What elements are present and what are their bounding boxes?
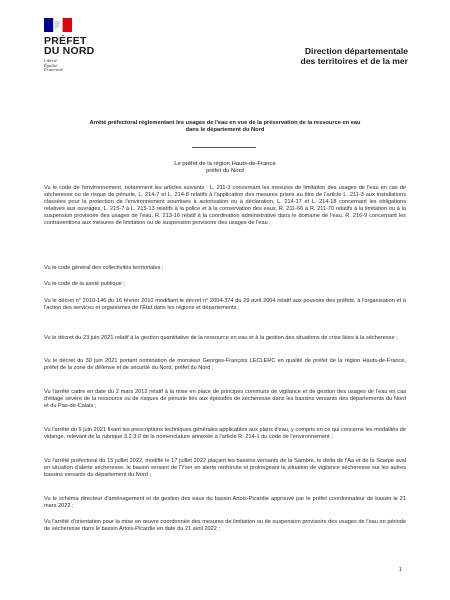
recital-paragraph: Vu l'arrêté préfectoral du 15 juillet 2022, modifié le 17 juillet 2022 plaçant les bassins versants de la Sambre, le delta de l'Aa et de la Scarpe aval en situation d'alerte sécheresse, le bassin versant de l'Yser en alerte renforcée et prolongeant la situation de vigilance sécheresse sur les autres bassins versants du département du Nord ;	[44, 458, 406, 479]
motto-egalite: Égalité	[44, 62, 58, 68]
signatory	[120, 161, 330, 175]
direction-line2: des territoires et de la mer	[300, 56, 408, 67]
recital-paragraph: Vu le code de la santé publique ;	[44, 281, 125, 287]
direction-line1: Direction départementale	[304, 46, 408, 56]
recital-paragraph: Vu l'arrêté d'orientation pour la mise en œuvre coordonnée des mesures de limitation ou de suspension provisoire des usages de l'eau en période de sécheresse dans le bassin Artois-Picardie en date du 21 avril 2022 ;	[44, 519, 406, 533]
recital-paragraph: Vu le décret n° 2010-146 du 16 février 2010 modifiant le décret n° 2004-374 du 29 avril 2004 relatif aux pouvoirs des préfets, à l'organisation et à l'action des services et organismes de l'État dans les régions et départements ;	[44, 298, 406, 312]
decree-title-line1: Arrêté préfectoral réglementant les usages de l'eau en vue de la préservation de la ressource en eau	[89, 120, 361, 126]
recital-paragraph: Vu le code de l'environnement, notamment les articles suivants : L. 211-3 concernant les mesures de limitation des usages de l'eau en cas de sécheresse ou de risque de pénurie, L. 214-7 et L. 214-8 relatifs à l'application des mesures prises au titre de l'article L. 211-3 aux installations classées pour la protection de l'environnement soumises à autorisation ou à déclaration, L. 214-17 et L. 214-18 concernant les obligations relatives aux ouvrages, L. 215-7 à L. 215-13 relatifs à la police et à la conservation des eaux, R. 211-66 à R. 211-70 relatifs à la limitation ou à la suspension provisoire des usages de l'eau, R. 213-16 relatif à la coordination administrative dans le domaine de l'eau, R. 216-9 concernant les contraventions aux mesures de limitation ou de suspension provisoire des usages de l'eau ;	[44, 185, 406, 227]
issuing-direction	[238, 46, 408, 66]
motto-liberte: Liberté	[44, 58, 58, 63]
recital-paragraph: Vu l'arrêté du 9 juin 2021 fixant les prescriptions techniques générales applicables aux plans d'eau, y compris en ce qui concerne les modalités de vidange, relevant de la rubrique 3.2.3.0 de la nomenclature annexée à l'article R. 214-1 du code de l'environnement ;	[44, 427, 406, 441]
prefet-line1: PRÉFET	[44, 35, 87, 47]
decree-title-line2: dans le département du Nord	[185, 127, 265, 134]
signatory-line1: Le préfet de la région Hauts-de-France	[174, 161, 276, 167]
marianne-flag-icon	[44, 18, 72, 32]
prefet-title	[44, 36, 94, 56]
recital-paragraph: Vu le code général des collectivités territoriales ;	[44, 265, 164, 271]
republic-motto	[44, 59, 63, 73]
title-divider	[192, 147, 256, 148]
recital-paragraph: Vu le décret du 23 juin 2021 relatif à la gestion quantitative de la ressource en eau et à la gestion des situations de crise liées à la sécheresse ;	[44, 335, 398, 341]
page-number: 1	[398, 567, 402, 573]
recital-paragraph: Vu le schéma directeur d'aménagement et de gestion des eaux du bassin Artois-Picardie approuvé par le préfet coordonnateur de bassin le 21 mars 2022 ;	[44, 496, 406, 510]
prefet-line2: DU NORD	[44, 45, 95, 57]
decree-title	[40, 120, 410, 135]
motto-fraternite: Fraternité	[44, 67, 63, 73]
recital-paragraph: Vu le décret du 30 juin 2021 portant nomination de monsieur Georges-François LECLERC en qualité de préfet de la région Hauts-de-France, préfet de la zone de défense et de sécurité du Nord, préfet du Nord ;	[44, 358, 406, 372]
signatory-line2: préfet du Nord	[206, 168, 244, 175]
recital-paragraph: Vu l'arrêté cadre en date du 2 mars 2012 relatif à la mise en place de principes communs de vigilance et de gestion des usages de l'eau en cas d'étiage sévère de la ressource ou de risques de pénurie liés aux épisodes de sécheresse dans les bassins versants des départements du Nord et du Pas-de-Calais ;	[44, 389, 406, 410]
